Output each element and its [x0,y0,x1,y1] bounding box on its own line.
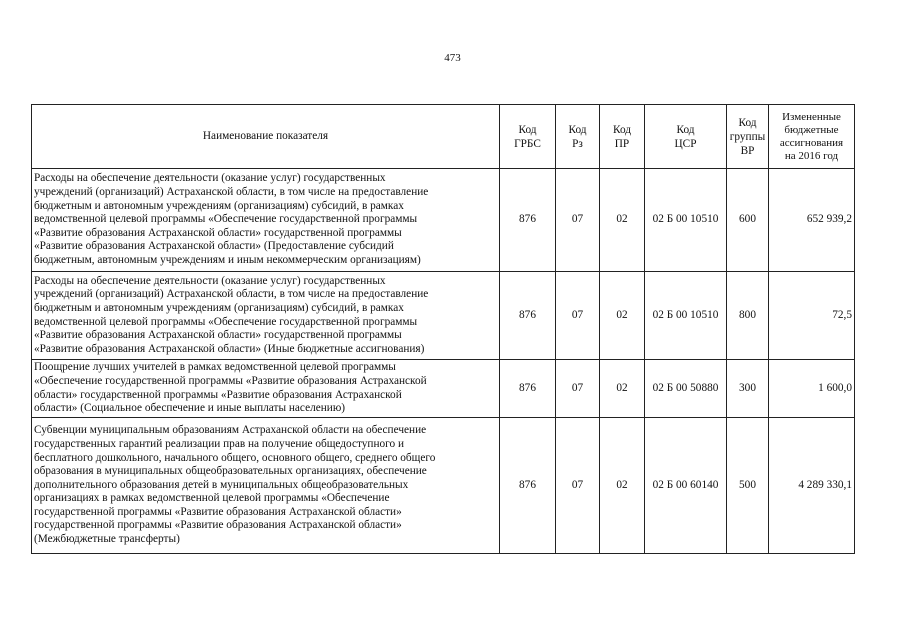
page-number: 473 [444,52,461,64]
header-rz-line2: Рз [572,137,583,150]
row-name-line: области» (Социальное обеспечение и иные выплаты населению) [34,402,346,415]
header-amount-line1: Измененные [782,110,841,123]
header-rz [556,105,600,169]
row-name [32,272,500,360]
budget-table [31,104,855,554]
table-row [32,418,855,554]
table-row [32,272,855,360]
table-row [32,360,855,418]
row-name-line: государственной программы «Развитие образования Астраханской области» [34,505,402,518]
header-vr-line2: группы [729,130,766,143]
header-name: Наименование показателя [32,105,500,169]
row-name-line: образования в муниципальных общеобразовательных организациях, обеспечение [34,465,427,478]
row-name-line: ведомственной целевой программы «Обеспечение государственной программы [34,315,418,328]
row-name-line: учреждений (организаций) Астраханской области, в том числе на предоставление [34,288,429,301]
cell-grbs: 876 [500,272,556,360]
row-name-line: государственной программы «Развитие образования Астраханской области» [34,519,402,532]
header-vr-line1: Код [738,116,757,129]
row-name-line: ведомственной целевой программы «Обеспечение государственной программы [34,213,418,226]
row-name-line: бюджетным и автономным учреждениям (организациям) субсидий, в рамках [34,199,404,212]
header-pr-line1: Код [612,123,632,136]
row-name-line: «Развитие образования Астраханской области» государственной программы [34,226,402,239]
cell-rz: 07 [556,360,600,418]
header-csr [645,105,727,169]
header-amount [769,105,855,169]
cell-csr: 02 Б 00 10510 [645,169,727,272]
row-name-line: «Развитие образования Астраханской области» (Иные бюджетные ассигнования) [34,342,425,355]
cell-csr: 02 Б 00 60140 [645,418,727,554]
cell-csr: 02 Б 00 10510 [645,272,727,360]
header-csr-line1: Код [676,123,695,136]
cell-pr: 02 [600,360,645,418]
row-name [32,360,500,418]
row-name-line: Расходы на обеспечение деятельности (оказание услуг) государственных [34,274,386,287]
row-name-line: организациях в рамках ведомственной целевой программы «Обеспечение [34,492,390,505]
row-name [32,418,500,554]
row-name [32,169,500,272]
cell-csr: 02 Б 00 50880 [645,360,727,418]
cell-pr: 02 [600,272,645,360]
cell-grbs: 876 [500,360,556,418]
cell-grbs: 876 [500,169,556,272]
cell-pr: 02 [600,418,645,554]
row-name-line: Поощрение лучших учителей в рамках ведомственной целевой программы [34,361,396,374]
header-amount-line2: бюджетные [784,123,839,136]
cell-vr: 300 [727,360,769,418]
header-grbs [500,105,556,169]
header-amount-line4: на 2016 год [784,149,839,162]
cell-rz: 07 [556,418,600,554]
header-vr-line3: ВР [740,144,755,157]
row-name-line: бесплатного дошкольного, начального общего, основного общего, среднего общего [34,451,436,464]
cell-rz: 07 [556,272,600,360]
header-pr [600,105,645,169]
row-name-line: области» государственной программы «Развитие образования Астраханской [34,388,402,401]
row-name-line: «Развитие образования Астраханской области» (Предоставление субсидий [34,240,394,253]
header-grbs-line2: ГРБС [514,137,541,150]
cell-rz: 07 [556,169,600,272]
header-csr-line2: ЦСР [674,137,697,150]
header-pr-line2: ПР [614,137,630,150]
row-name-line: «Обеспечение государственной программы «Развитие образования Астраханской [34,374,427,387]
cell-amount: 72,5 [769,272,855,360]
cell-amount: 4 289 330,1 [769,418,855,554]
row-name-line: дополнительного образования детей в муниципальных общеобразовательных [34,478,409,491]
row-name-line: бюджетным, автономным учреждениям и иным некоммерческим организациям) [34,253,421,266]
cell-vr: 600 [727,169,769,272]
row-name-line: Субвенции муниципальным образованиям Астраханской области на обеспечение [34,424,427,437]
header-grbs-line1: Код [518,123,537,136]
row-name-line: бюджетным и автономным учреждениям (организациям) субсидий, в рамках [34,301,404,314]
table-row [32,169,855,272]
row-name-line: учреждений (организаций) Астраханской области, в том числе на предоставление [34,186,429,199]
header-vr [727,105,769,169]
header-amount-line3: ассигнования [779,136,844,149]
row-name-line: Расходы на обеспечение деятельности (оказание услуг) государственных [34,172,386,185]
table-header-row [32,105,855,169]
cell-amount: 1 600,0 [769,360,855,418]
row-name-line: (Межбюджетные трансферты) [34,533,180,546]
row-name-line: государственных гарантий реализации прав на получение общедоступного и [34,437,405,450]
cell-grbs: 876 [500,418,556,554]
cell-amount: 652 939,2 [769,169,855,272]
cell-vr: 500 [727,418,769,554]
cell-pr: 02 [600,169,645,272]
cell-vr: 800 [727,272,769,360]
header-rz-line1: Код [568,123,587,136]
row-name-line: «Развитие образования Астраханской области» государственной программы [34,329,402,342]
